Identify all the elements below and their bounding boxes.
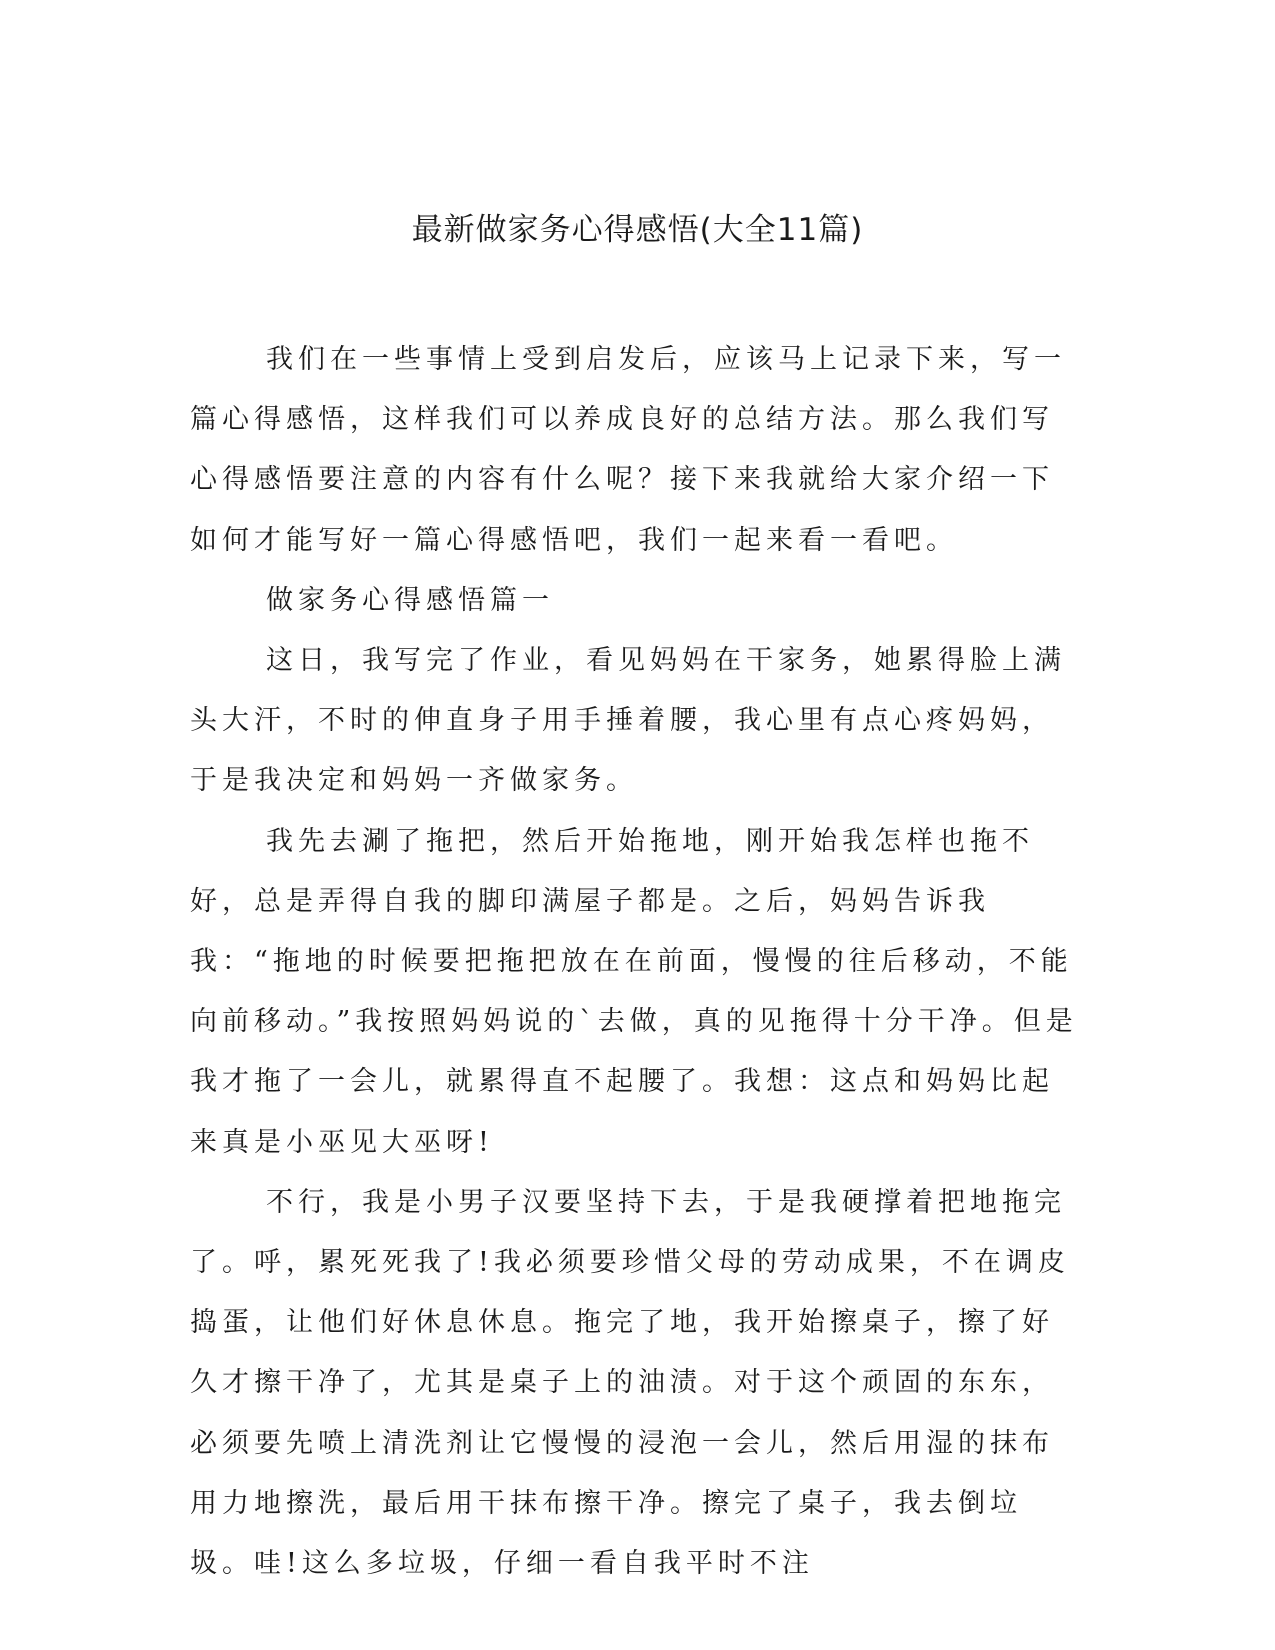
document-body: [190, 330, 1085, 1594]
section-heading: 做家务心得感悟篇一: [266, 584, 554, 616]
body-paragraph: 我先去涮了拖把，然后开始拖地，刚开始我怎样也拖不好，总是弄得自我的脚印满屋子都是。之后，妈妈告诉我我：“拖地的时候要把拖把放在在前面，慢慢的往后移动，不能向前移动。”我按照妈妈说的`去做，真的见拖得十分干净。但是我才拖了一会儿，就累得直不起腰了。我想：这点和妈妈比起来真是小巫见大巫呀!: [190, 825, 1078, 1158]
intro-paragraph: 我们在一些事情上受到启发后，应该马上记录下来，写一篇心得感悟，这样我们可以养成良好的总结方法。那么我们写心得感悟要注意的内容有什么呢？接下来我就给大家介绍一下如何才能写好一篇心得感悟吧，我们一起来看一看吧。: [190, 344, 1066, 556]
body-paragraph: 这日，我写完了作业，看见妈妈在干家务，她累得脸上满头大汗，不时的伸直身子用手捶着腰，我心里有点心疼妈妈，于是我决定和妈妈一齐做家务。: [190, 645, 1066, 797]
document-title: 最新做家务心得感悟(大全11篇): [411, 212, 864, 248]
body-paragraph: 不行，我是小男子汉要坚持下去，于是我硬撑着把地拖完了。呼，累死死我了!我必须要珍惜父母的劳动成果，不在调皮捣蛋，让他们好休息休息。拖完了地，我开始擦桌子，擦了好久才擦干净了，尤其是桌子上的油渍。对于这个顽固的东东，必须要先喷上清洗剂让它慢慢的浸泡一会儿，然后用湿的抹布用力地擦洗，最后用干抹布擦干净。擦完了桌子，我去倒垃圾。哇!这么多垃圾，仔细一看自我平时不注: [190, 1186, 1070, 1580]
